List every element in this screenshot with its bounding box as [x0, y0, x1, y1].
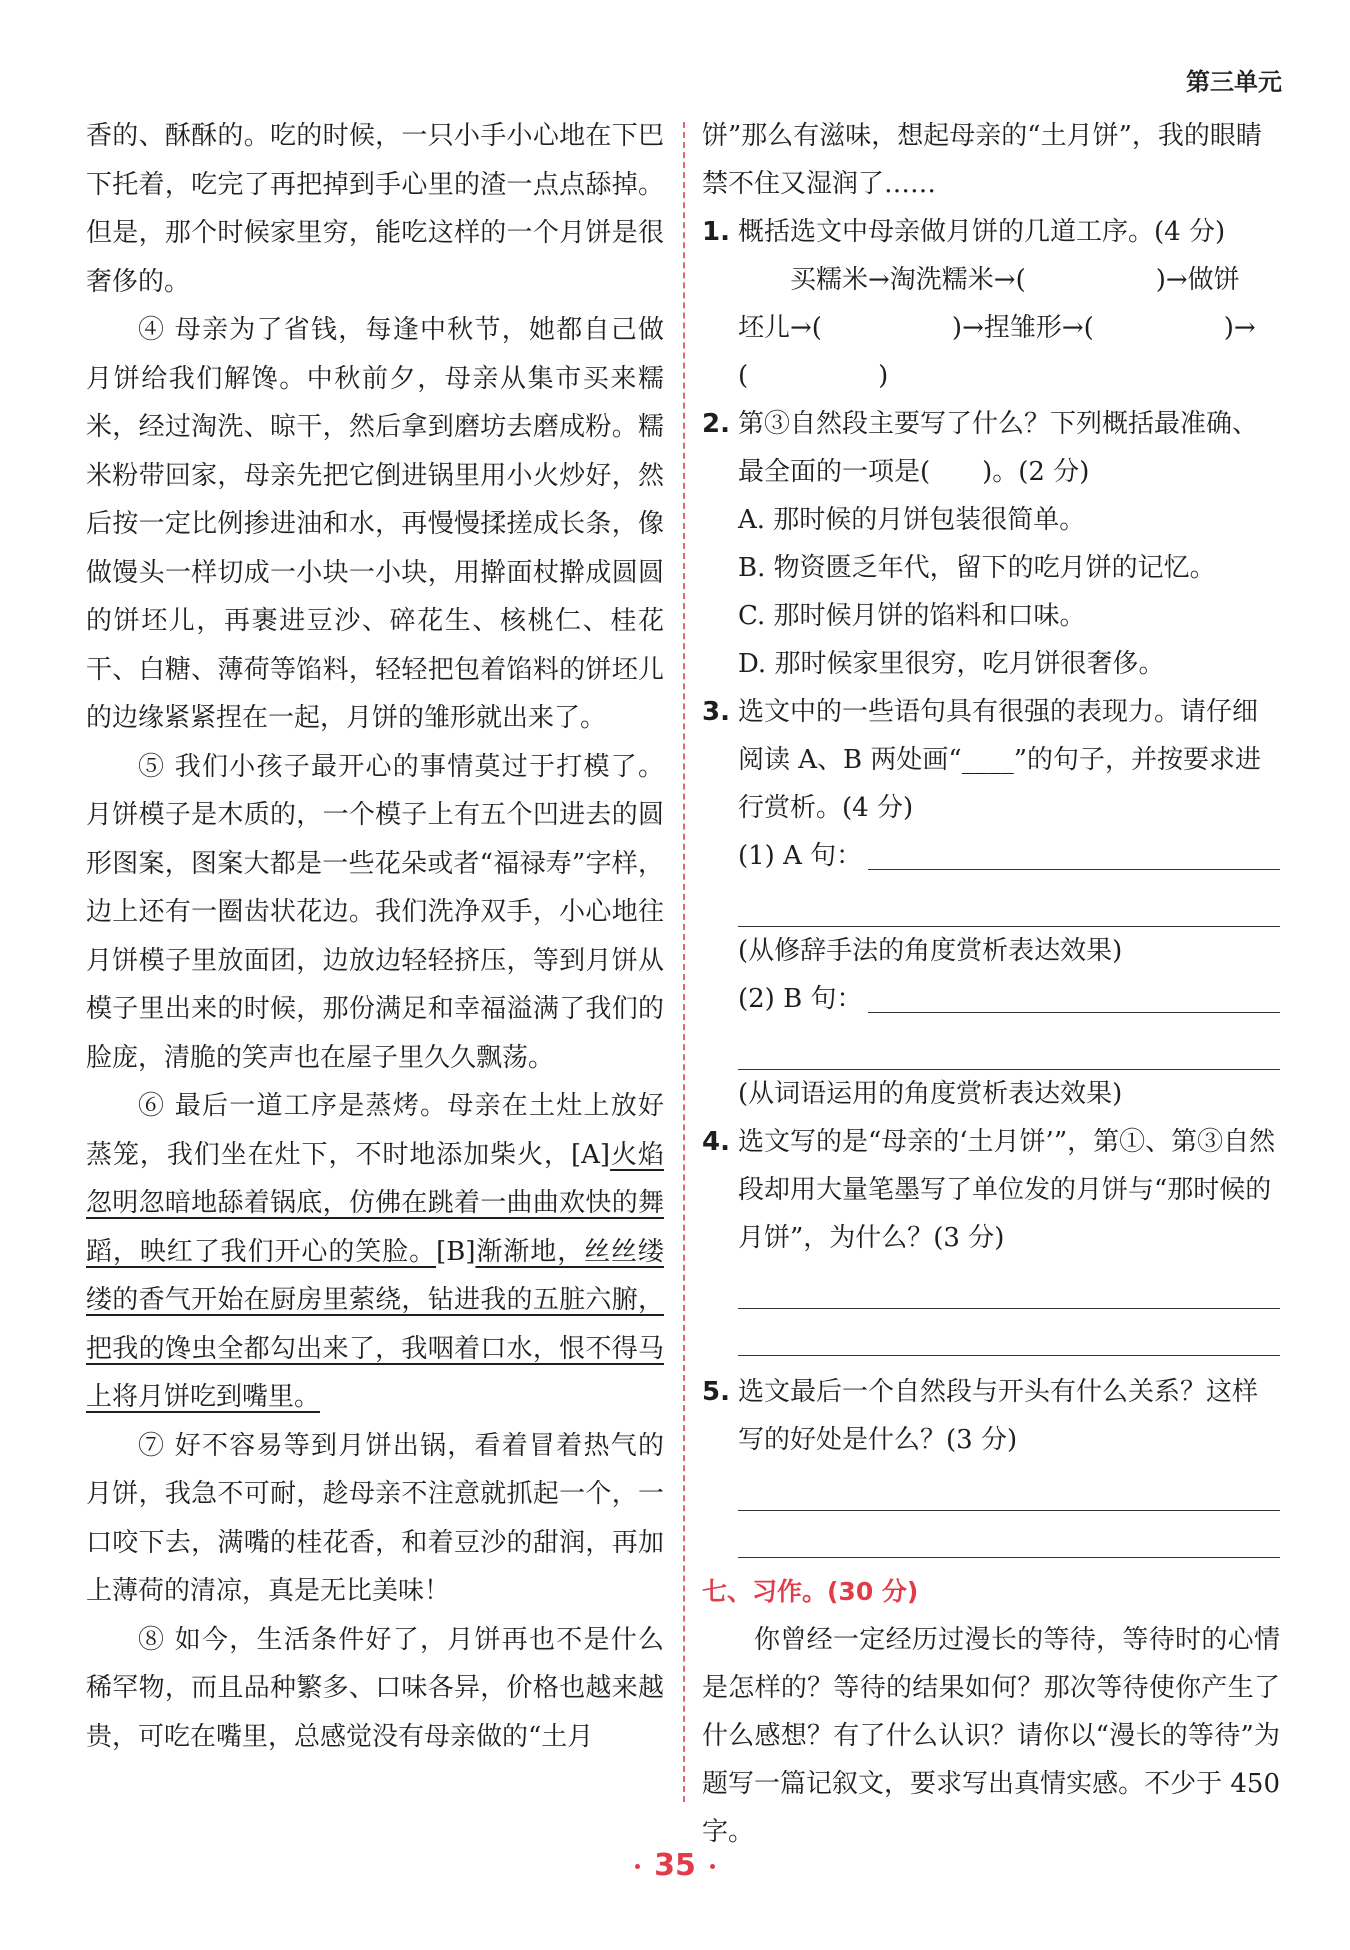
- question-text: 第③自然段主要写了什么？下列概括最准确、最全面的一项是( )。(2 分): [738, 409, 1259, 487]
- flow-line-3[interactable]: ( ): [738, 361, 889, 391]
- passage-paragraph-6: [86, 1082, 664, 1422]
- question-text: 概括选文中母亲做月饼的几道工序。(4 分): [738, 217, 1226, 247]
- passage-paragraph-4: ④ 母亲为了省钱，每逢中秋节，她都自己做月饼给我们解馋。中秋前夕，母亲从集市买来糯米，经过淘洗、晾干，然后拿到磨坊去磨成粉。糯米粉带回家，母亲先把它倒进锅里用小火炒好，然后按一定比例掺进油和水，再慢慢揉搓成长条，像做馒头一样切成一小块一小块，用擀面杖擀成圆圆的饼坯儿，再裹进豆沙、碎花生、核桃仁、桂花干、白糖、薄荷等馅料，轻轻把包着馅料的饼坯儿的边缘紧紧捏在一起，月饼的雏形就出来了。: [86, 315, 664, 733]
- answer-a-line-2[interactable]: [738, 880, 1280, 927]
- answer-b-row: [738, 975, 1280, 1023]
- option-b[interactable]: B. 物资匮乏年代，留下的吃月饼的记忆。: [738, 553, 1216, 583]
- question-number: 1.: [702, 217, 730, 247]
- essay-prompt: 你曾经一定经历过漫长的等待，等待时的心情是怎样的？等待的结果如何？那次等待使你产生了什么感想？有了什么认识？请你以“漫长的等待”为题写一篇记叙文，要求写出真情实感。不少于 450 字。: [702, 1625, 1280, 1847]
- question-text: 选文中的一些语句具有很强的表现力。请仔细阅读 A、B 两处画“____”的句子，并按要求进行赏析。(4 分): [738, 697, 1261, 823]
- paragraph-6-text: ⑥ 最后一道工序是蒸烤。母亲在土灶上放好蒸笼，我们坐在灶下，不时地添加柴火，: [86, 1091, 664, 1170]
- passage-paragraph-8: ⑧ 如今，生活条件好了，月饼再也不是什么稀罕物，而且品种繁多、口味各异，价格也越来越贵，可吃在嘴里，总感觉没有母亲做的“土月: [86, 1624, 664, 1752]
- question-number: 2.: [702, 409, 730, 439]
- question-3: [702, 688, 1280, 832]
- process-flow: [738, 256, 1280, 400]
- answer-4-line-1[interactable]: [738, 1262, 1280, 1309]
- passage-paragraph-5: ⑤ 我们小孩子最开心的事情莫过于打模了。月饼模子是木质的，一个模子上有五个凹进去的圆形图案，图案大都是一些花朵或者“福禄寿”字样，边上还有一圈齿状花边。我们洗净双手，小心地往月饼模子里放面团，边放边轻轻挤压，等到月饼从模子里出来的时候，那份满足和幸福溢满了我们的脸庞，清脆的笑声也在屋子里久久飘荡。: [86, 751, 664, 1073]
- question-text: 选文写的是“母亲的‘土月饼’”，第①、第③自然段却用大量笔墨写了单位发的月饼与“那时候的月饼”，为什么？(3 分): [738, 1127, 1276, 1253]
- question-number: 3.: [702, 697, 730, 727]
- answer-5-line-2[interactable]: [738, 1511, 1280, 1558]
- answer-b-label: (2) B 句：: [738, 984, 863, 1014]
- answer-b-line-2[interactable]: [738, 1023, 1280, 1070]
- answer-a-label: (1) A 句：: [738, 841, 863, 871]
- page-dot-left: [635, 1864, 640, 1869]
- flow-line-2[interactable]: 坯儿→( )→捏雏形→( )→: [738, 313, 1256, 343]
- page-number-text: 35: [654, 1848, 696, 1883]
- answer-b-line[interactable]: [868, 975, 1280, 1013]
- marker-b: [B]: [436, 1236, 476, 1267]
- answer-a-row: [738, 832, 1280, 880]
- question-text: 选文最后一个自然段与开头有什么关系？这样写的好处是什么？(3 分): [738, 1377, 1259, 1455]
- answer-5-line-1[interactable]: [738, 1464, 1280, 1511]
- marker-a: [A]: [571, 1139, 611, 1170]
- answer-4-line-2[interactable]: [738, 1309, 1280, 1356]
- answer-a-hint: (从修辞手法的角度赏析表达效果): [738, 936, 1123, 966]
- option-a[interactable]: A. 那时候的月饼包装很简单。: [738, 505, 1086, 535]
- page-number: [0, 1848, 1350, 1883]
- underlined-sentence-a: 火焰忽明忽暗地舔着锅底，仿佛在跳着一曲曲欢快的舞蹈，映红了我们开心的笑脸。: [86, 1139, 664, 1267]
- column-divider: [683, 122, 685, 1802]
- page-dot-right: [710, 1864, 715, 1869]
- question-2: [702, 400, 1280, 496]
- question-4: [702, 1118, 1280, 1262]
- question-number: 4.: [702, 1127, 730, 1157]
- passage-paragraph-8-end: 饼”那么有滋味，想起母亲的“土月饼”，我的眼睛禁不住又湿润了……: [702, 121, 1262, 199]
- option-d[interactable]: D. 那时候家里很穷，吃月饼很奢侈。: [738, 649, 1165, 679]
- passage-column: [86, 112, 664, 1761]
- answer-b-hint: (从词语运用的角度赏析表达效果): [738, 1079, 1123, 1109]
- underlined-sentence-b: 渐渐地，丝丝缕缕的香气开始在厨房里萦绕，钻进我的五脏六腑，把我的馋虫全都勾出来了，我咽着口水，恨不得马上将月饼吃到嘴里。: [86, 1236, 664, 1412]
- option-c[interactable]: C. 那时候月饼的馅料和口味。: [738, 601, 1086, 631]
- question-1: [702, 208, 1280, 256]
- question-5: [702, 1368, 1280, 1464]
- questions-column: [702, 112, 1280, 1856]
- flow-line-1[interactable]: 买糯米→淘洗糯米→( )→做饼: [790, 265, 1240, 295]
- answer-a-line[interactable]: [868, 832, 1280, 870]
- unit-label: 第三单元: [1186, 68, 1282, 96]
- section-7-title: 七、习作。(30 分): [702, 1577, 919, 1606]
- passage-paragraph-7: ⑦ 好不容易等到月饼出锅，看着冒着热气的月饼，我急不可耐，趁母亲不注意就抓起一个，一口咬下去，满嘴的桂花香，和着豆沙的甜润，再加上薄荷的清凉，真是无比美味！: [86, 1430, 664, 1606]
- passage-paragraph-3-end: 香的、酥酥的。吃的时候，一只小手小心地在下巴下托着，吃完了再把掉到手心里的渣一点点舔掉。但是，那个时候家里穷，能吃这样的一个月饼是很奢侈的。: [86, 121, 664, 297]
- question-number: 5.: [702, 1377, 730, 1407]
